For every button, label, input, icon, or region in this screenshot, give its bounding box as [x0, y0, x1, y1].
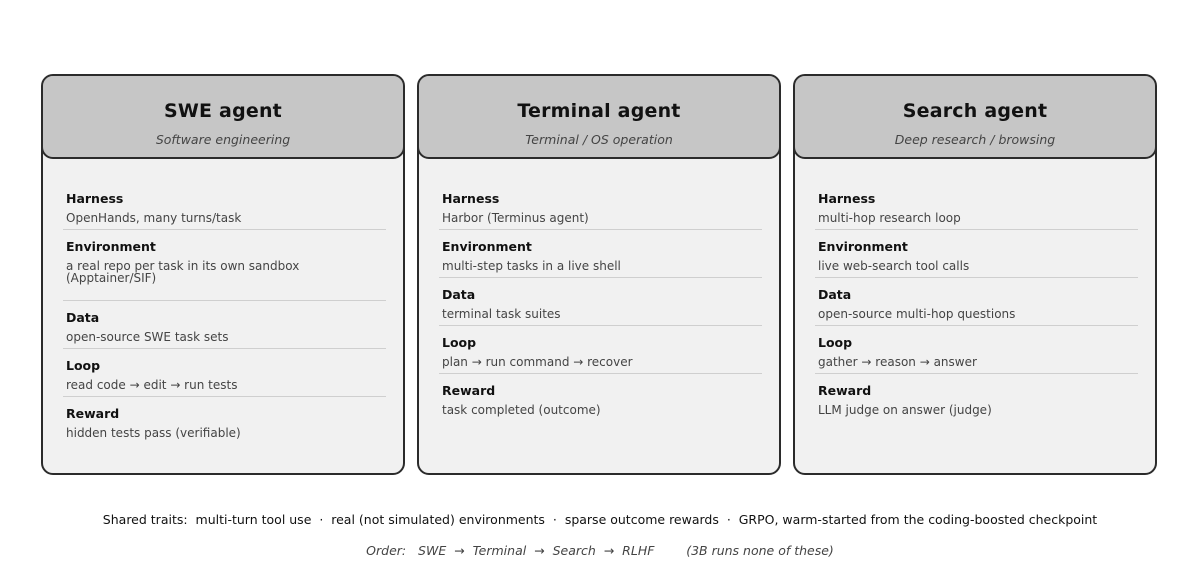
card-header [793, 74, 1157, 159]
divider [439, 325, 762, 326]
row-label: Loop [442, 335, 477, 350]
card-swe-agent [41, 74, 405, 475]
row-value: a real repo per task in its own sandbox (Apptainer/SIF) [66, 259, 300, 285]
row-label: Loop [66, 358, 101, 373]
divider [815, 229, 1138, 230]
row-label: Reward [442, 383, 496, 398]
card-title: SWE agent [164, 100, 282, 122]
card-subtitle: Software engineering [155, 132, 291, 147]
card-title: Terminal agent [517, 100, 681, 122]
row-label: Environment [818, 239, 908, 254]
divider [815, 325, 1138, 326]
row-value: LLM judge on answer (judge) [818, 403, 992, 417]
row-label: Data [818, 287, 852, 302]
divider [815, 373, 1138, 374]
divider [439, 373, 762, 374]
divider [63, 348, 386, 349]
shared-traits-caption: Shared traits: multi-turn tool use · real (not simulated) environments · sparse outcome rewards · GRPO, warm-started from the coding-boosted checkpoint [102, 512, 1098, 527]
row-label: Environment [442, 239, 532, 254]
row-value: OpenHands, many turns/task [66, 211, 242, 225]
row-value: live web-search tool calls [818, 259, 970, 273]
divider [815, 277, 1138, 278]
divider [63, 300, 386, 301]
row-value: multi-hop research loop [818, 211, 961, 225]
row-value: terminal task suites [442, 307, 561, 321]
row-label: Harness [66, 191, 124, 206]
agent-cards [41, 74, 1159, 477]
card-subtitle: Deep research / browsing [894, 132, 1056, 147]
card-search-agent [793, 74, 1157, 475]
row-value: open-source SWE task sets [66, 330, 229, 344]
row-label: Data [66, 310, 100, 325]
row-value: gather → reason → answer [818, 355, 977, 369]
row-label: Data [442, 287, 476, 302]
row-value: task completed (outcome) [442, 403, 601, 417]
row-label: Loop [818, 335, 853, 350]
order-caption: Order: SWE → Terminal → Search → RLHF (3B runs none of these) [366, 543, 834, 558]
card-subtitle: Terminal / OS operation [525, 132, 673, 147]
card-terminal-agent [417, 74, 781, 475]
card-header [417, 74, 781, 159]
divider [439, 229, 762, 230]
card-title: Search agent [902, 100, 1048, 122]
row-value: hidden tests pass (verifiable) [66, 426, 241, 440]
divider [63, 229, 386, 230]
row-value: Harbor (Terminus agent) [442, 211, 589, 225]
card-header [41, 74, 405, 159]
row-label: Harness [818, 191, 876, 206]
row-label: Reward [818, 383, 872, 398]
row-value: multi-step tasks in a live shell [442, 259, 621, 273]
row-label: Environment [66, 239, 156, 254]
row-value: plan → run command → recover [442, 355, 633, 369]
row-label: Harness [442, 191, 500, 206]
divider [63, 396, 386, 397]
row-value: open-source multi-hop questions [818, 307, 1016, 321]
divider [439, 277, 762, 278]
row-value: read code → edit → run tests [66, 378, 238, 392]
row-label: Reward [66, 406, 120, 421]
